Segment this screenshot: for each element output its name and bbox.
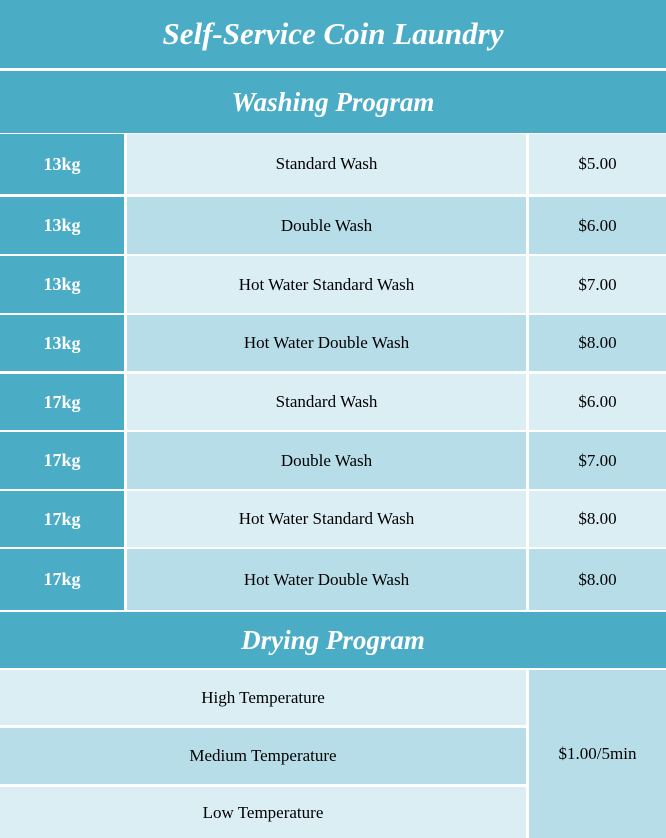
drying-option: Low Temperature xyxy=(0,787,526,838)
washing-program-heading: Washing Program xyxy=(0,71,666,133)
machine-size: 17kg xyxy=(0,374,124,430)
program-name: Double Wash xyxy=(127,197,526,254)
program-name: Standard Wash xyxy=(127,134,526,194)
machine-size: 13kg xyxy=(0,134,124,194)
program-name: Hot Water Standard Wash xyxy=(127,491,526,547)
drying-option: Medium Temperature xyxy=(0,728,526,784)
program-name: Standard Wash xyxy=(127,374,526,430)
program-price: $7.00 xyxy=(529,432,666,489)
drying-price: $1.00/5min xyxy=(529,670,666,838)
machine-size: 17kg xyxy=(0,432,124,489)
table-row xyxy=(0,549,666,610)
table-row xyxy=(0,491,666,547)
machine-size: 17kg xyxy=(0,549,124,610)
machine-size: 13kg xyxy=(0,256,124,313)
program-price: $5.00 xyxy=(529,134,666,194)
table-row xyxy=(0,134,666,194)
program-price: $6.00 xyxy=(529,374,666,430)
page-title: Self-Service Coin Laundry xyxy=(0,0,666,68)
program-price: $8.00 xyxy=(529,315,666,371)
program-price: $8.00 xyxy=(529,491,666,547)
program-price: $8.00 xyxy=(529,549,666,610)
machine-size: 17kg xyxy=(0,491,124,547)
program-price: $6.00 xyxy=(529,197,666,254)
table-row xyxy=(0,432,666,489)
program-name: Hot Water Standard Wash xyxy=(127,256,526,313)
table-row xyxy=(0,315,666,371)
program-name: Hot Water Double Wash xyxy=(127,315,526,371)
program-price: $7.00 xyxy=(529,256,666,313)
program-name: Double Wash xyxy=(127,432,526,489)
machine-size: 13kg xyxy=(0,315,124,371)
machine-size: 13kg xyxy=(0,197,124,254)
drying-program-heading: Drying Program xyxy=(0,612,666,668)
table-row xyxy=(0,197,666,254)
drying-option: High Temperature xyxy=(0,670,526,725)
program-name: Hot Water Double Wash xyxy=(127,549,526,610)
table-row xyxy=(0,374,666,430)
table-row xyxy=(0,256,666,313)
